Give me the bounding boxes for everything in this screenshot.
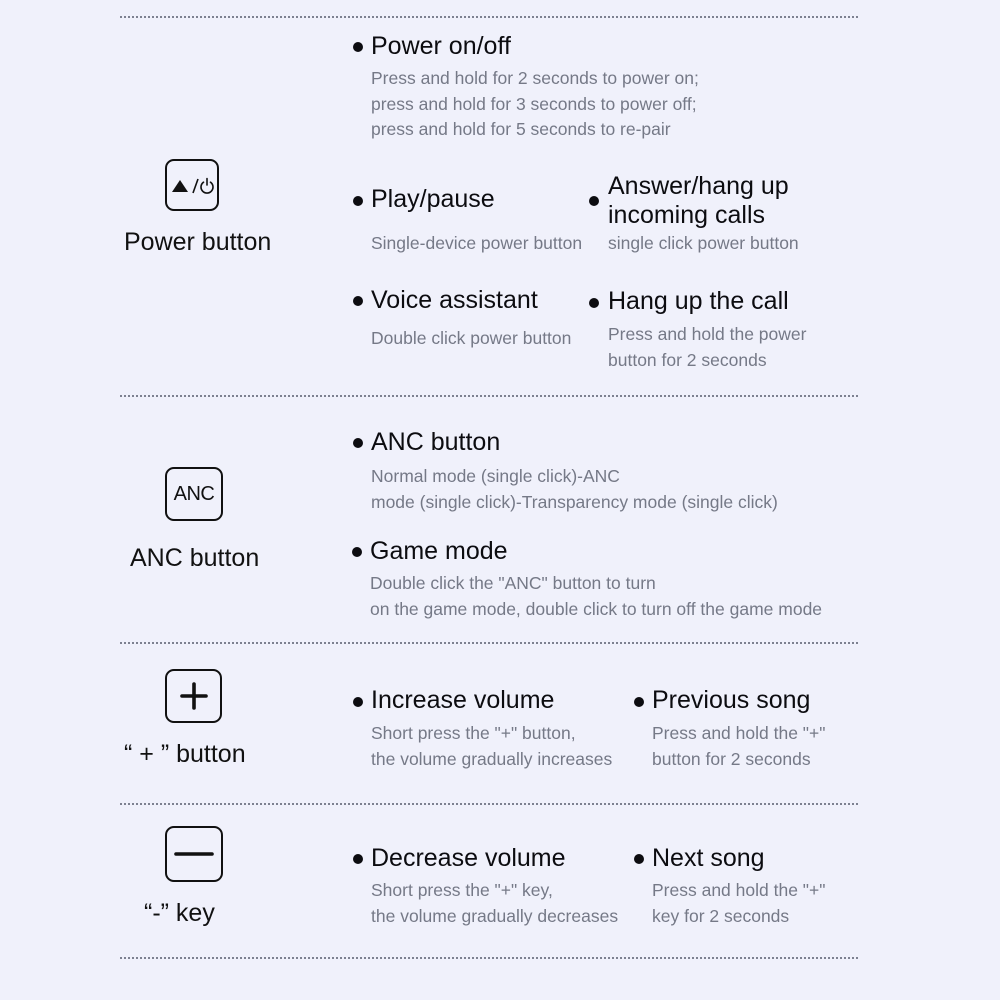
minus-icon xyxy=(173,849,215,859)
power-play-icon xyxy=(170,173,214,197)
power-onoff-desc: Press and hold for 2 seconds to power on; press and hold for 3 seconds to power off; press and hold for 5 seconds to re-pair xyxy=(371,68,699,139)
divider-top xyxy=(120,16,858,18)
bullet-icon xyxy=(353,697,363,707)
divider-anc-plus xyxy=(120,642,858,644)
answer-calls-title: Answer/hang up incoming calls xyxy=(608,172,789,229)
next-song-title: Next song xyxy=(652,844,765,872)
bullet-icon xyxy=(353,438,363,448)
bullet-icon xyxy=(353,296,363,306)
minus-button-icon-box xyxy=(165,826,223,882)
anc-button-label: ANC button xyxy=(130,544,260,572)
anc-button-icon-box xyxy=(165,467,223,521)
power-onoff-title: Power on/off xyxy=(371,32,511,60)
play-pause-desc: Single-device power button xyxy=(371,233,583,253)
bullet-icon xyxy=(353,854,363,864)
next-song-desc: Press and hold the "+" key for 2 seconds xyxy=(652,880,826,926)
plus-button-icon-box xyxy=(165,669,222,723)
increase-volume-desc: Short press the "+" button, the volume gradually increases xyxy=(371,723,613,769)
plus-icon xyxy=(178,680,210,712)
power-button-label: Power button xyxy=(124,228,272,256)
decrease-volume-desc: Short press the "+" key, the volume gradually decreases xyxy=(371,880,619,926)
anc-desc: Normal mode (single click)-ANC mode (single click)-Transparency mode (single click) xyxy=(371,466,778,512)
anc-icon: ANC xyxy=(173,482,215,505)
play-pause-title: Play/pause xyxy=(371,185,495,213)
plus-button-label: “ + ” button xyxy=(124,740,246,768)
bullet-icon xyxy=(634,697,644,707)
bullet-icon xyxy=(353,42,363,52)
bullet-icon xyxy=(634,854,644,864)
previous-song-desc: Press and hold the "+" button for 2 seconds xyxy=(652,723,826,769)
game-mode-title: Game mode xyxy=(370,537,508,565)
divider-power-anc xyxy=(120,395,858,397)
bullet-icon xyxy=(352,547,362,557)
hang-up-title: Hang up the call xyxy=(608,287,789,315)
previous-song-title: Previous song xyxy=(652,686,811,714)
increase-volume-title: Increase volume xyxy=(371,686,555,714)
voice-assistant-title: Voice assistant xyxy=(371,286,538,314)
anc-title: ANC button xyxy=(371,428,501,456)
bullet-icon xyxy=(353,196,363,206)
game-mode-desc: Double click the "ANC" button to turn on the game mode, double click to turn off the game mode xyxy=(370,573,823,619)
answer-calls-desc: single click power button xyxy=(608,233,799,253)
minus-button-label: “-” key xyxy=(144,899,215,927)
power-button-icon-box xyxy=(165,159,219,211)
bullet-icon xyxy=(589,298,599,308)
divider-bottom xyxy=(120,957,858,959)
divider-plus-minus xyxy=(120,803,858,805)
decrease-volume-title: Decrease volume xyxy=(371,844,566,872)
voice-assistant-desc: Double click power button xyxy=(371,328,572,348)
hang-up-desc: Press and hold the power button for 2 seconds xyxy=(608,324,807,370)
bullet-icon xyxy=(589,196,599,206)
